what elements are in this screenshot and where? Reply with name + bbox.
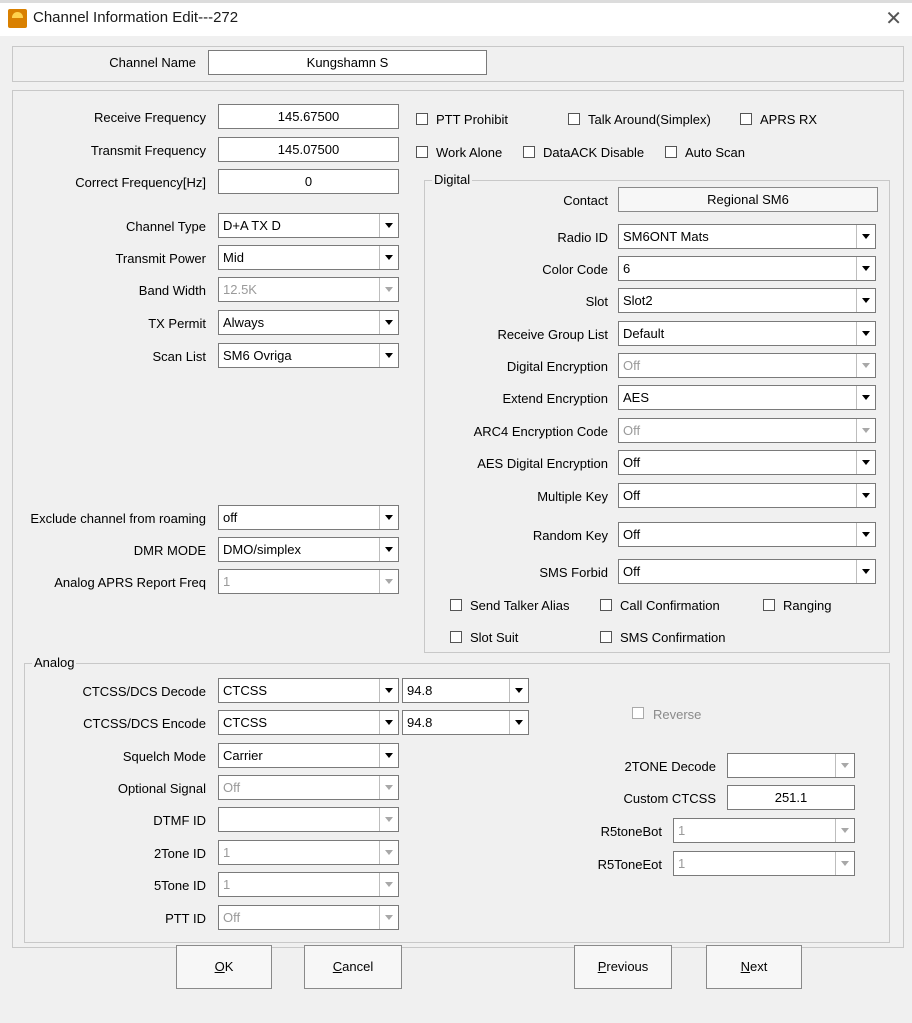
ctcss-encode-tone-value: 94.8 — [407, 715, 433, 730]
two-tone-decode-label: 2TONE Decode — [624, 759, 716, 774]
receive-group-list-select[interactable] — [618, 321, 876, 346]
channel-type-select[interactable] — [218, 213, 399, 238]
chevron-down-icon[interactable] — [509, 711, 528, 734]
scan-list-select[interactable] — [218, 343, 399, 368]
auto-scan-checkbox[interactable] — [665, 146, 677, 158]
aes-digital-label: AES Digital Encryption — [477, 456, 608, 471]
two-tone-id-label: 2Tone ID — [153, 846, 206, 861]
random-key-value: Off — [623, 527, 641, 542]
optional-signal-label: Optional Signal — [117, 781, 206, 796]
chevron-down-icon — [856, 354, 875, 377]
auto-scan-label: Auto Scan — [685, 145, 745, 160]
ok-button-mnemonic: O — [214, 959, 225, 974]
previous-button-mnemonic: P — [597, 959, 607, 974]
ptt-id-label: PTT ID — [165, 911, 206, 926]
channel-type-value: D+A TX D — [223, 218, 281, 233]
ptt-prohibit-label: PTT Prohibit — [436, 112, 509, 127]
ok-button-label: K — [224, 959, 234, 974]
chevron-down-icon — [379, 873, 398, 896]
five-tone-id-value: 1 — [223, 877, 231, 892]
slot-select[interactable] — [618, 288, 876, 313]
chevron-down-icon[interactable] — [379, 506, 398, 529]
extend-encryption-select[interactable] — [618, 385, 876, 410]
chevron-down-icon[interactable] — [379, 246, 398, 269]
reverse-label: Reverse — [653, 707, 702, 722]
two-tone-decode-select — [727, 753, 855, 778]
chevron-down-icon — [379, 278, 398, 301]
next-button-mnemonic: N — [740, 959, 751, 974]
transmit-power-select[interactable] — [218, 245, 399, 270]
chevron-down-icon[interactable] — [379, 538, 398, 561]
chevron-down-icon[interactable] — [379, 214, 398, 237]
cancel-button-mnemonic: C — [332, 959, 343, 974]
ctcss-decode-tone-value: 94.8 — [407, 683, 433, 698]
arc4-code-select — [618, 418, 876, 443]
ctcss-encode-tone-select[interactable] — [402, 710, 529, 735]
dmr-mode-value: DMO/simplex — [223, 542, 302, 557]
slot-label: Slot — [585, 294, 608, 309]
color-code-select[interactable] — [618, 256, 876, 281]
close-icon[interactable]: ✕ — [885, 8, 902, 30]
tx-permit-label: TX Permit — [148, 316, 206, 331]
ptt-id-value: Off — [223, 910, 241, 925]
tx-permit-value: Always — [223, 315, 265, 330]
five-tone-id-select — [218, 872, 399, 897]
chevron-down-icon[interactable] — [856, 523, 875, 546]
send-talker-alias-label: Send Talker Alias — [470, 598, 570, 613]
multiple-key-value: Off — [623, 488, 641, 503]
chevron-down-icon — [379, 841, 398, 864]
five-tone-id-label: 5Tone ID — [153, 878, 206, 893]
aprs-rx-label: APRS RX — [760, 112, 818, 127]
dmr-mode-select[interactable] — [218, 537, 399, 562]
random-key-label: Random Key — [532, 528, 608, 543]
analog-aprs-label: Analog APRS Report Freq — [54, 575, 206, 590]
chevron-down-icon[interactable] — [856, 560, 875, 583]
analog-aprs-value: 1 — [223, 574, 231, 589]
correct-frequency-label: Correct Frequency[Hz] — [75, 175, 206, 190]
color-code-label: Color Code — [542, 262, 608, 277]
squelch-mode-select[interactable] — [218, 743, 399, 768]
chevron-down-icon — [835, 819, 854, 842]
chevron-down-icon — [379, 776, 398, 799]
chevron-down-icon[interactable] — [379, 344, 398, 367]
squelch-mode-label: Squelch Mode — [122, 749, 206, 764]
chevron-down-icon — [856, 419, 875, 442]
chevron-down-icon[interactable] — [379, 311, 398, 334]
chevron-down-icon[interactable] — [856, 257, 875, 280]
aes-digital-select[interactable] — [618, 450, 876, 475]
ranging-checkbox[interactable] — [763, 599, 775, 611]
chevron-down-icon[interactable] — [856, 451, 875, 474]
r5-tone-eot-select — [673, 851, 855, 876]
tx-permit-select[interactable] — [218, 310, 399, 335]
two-tone-id-value: 1 — [223, 845, 231, 860]
squelch-mode-value: Carrier — [223, 748, 263, 763]
multiple-key-select[interactable] — [618, 483, 876, 508]
dataack-disable-label: DataACK Disable — [543, 145, 645, 160]
r5-tone-bot-select — [673, 818, 855, 843]
slot-suit-checkbox[interactable] — [450, 631, 462, 643]
arc4-code-label: ARC4 Encryption Code — [473, 424, 608, 439]
band-width-select — [218, 277, 399, 302]
work-alone-checkbox[interactable] — [416, 146, 428, 158]
analog-legend: Analog — [34, 655, 75, 670]
cancel-button[interactable] — [304, 945, 402, 989]
slot-suit-label: Slot Suit — [470, 630, 519, 645]
send-talker-alias-checkbox[interactable] — [450, 599, 462, 611]
next-button[interactable] — [706, 945, 802, 989]
correct-frequency-input[interactable]: 0 — [218, 169, 399, 194]
call-confirmation-label: Call Confirmation — [620, 598, 720, 613]
ranging-label: Ranging — [783, 598, 832, 613]
talk-around-label: Talk Around(Simplex) — [588, 112, 711, 127]
reverse-checkbox — [632, 707, 644, 719]
talk-around-checkbox[interactable] — [568, 113, 580, 125]
channel-name-label: Channel Name — [109, 55, 196, 70]
chevron-down-icon[interactable] — [856, 289, 875, 312]
digital-encryption-label: Digital Encryption — [506, 359, 608, 374]
ctcss-decode-label: CTCSS/DCS Decode — [82, 684, 206, 699]
window-title: Channel Information Edit---272 — [33, 9, 239, 26]
scan-list-value: SM6 Ovriga — [223, 348, 292, 363]
radio-id-label: Radio ID — [557, 230, 608, 245]
ctcss-encode-select[interactable] — [218, 710, 399, 735]
radio-id-select[interactable] — [618, 224, 876, 249]
radio-id-value: SM6ONT Mats — [623, 229, 709, 244]
transmit-frequency-input[interactable]: 145.07500 — [218, 137, 399, 162]
digital-legend: Digital — [434, 172, 471, 187]
chevron-down-icon — [379, 570, 398, 593]
chevron-down-icon[interactable] — [856, 322, 875, 345]
chevron-down-icon[interactable] — [509, 679, 528, 702]
arc4-code-value: Off — [623, 423, 641, 438]
call-confirmation-checkbox[interactable] — [600, 599, 612, 611]
dtmf-id-label: DTMF ID — [153, 813, 206, 828]
app-icon — [8, 9, 27, 28]
r5-tone-bot-label: R5toneBot — [600, 824, 662, 839]
random-key-select[interactable] — [618, 522, 876, 547]
sms-forbid-value: Off — [623, 564, 641, 579]
contact-label: Contact — [563, 193, 608, 208]
multiple-key-label: Multiple Key — [537, 489, 608, 504]
chevron-down-icon — [835, 852, 854, 875]
transmit-frequency-label: Transmit Frequency — [90, 143, 206, 158]
chevron-down-icon[interactable] — [379, 679, 398, 702]
receive-frequency-label: Receive Frequency — [94, 110, 206, 125]
exclude-roaming-value: off — [223, 510, 238, 525]
sms-forbid-label: SMS Forbid — [539, 565, 608, 580]
optional-signal-value: Off — [223, 780, 241, 795]
exclude-roaming-select[interactable] — [218, 505, 399, 530]
chevron-down-icon[interactable] — [856, 386, 875, 409]
r5-tone-bot-value: 1 — [678, 823, 686, 838]
optional-signal-select — [218, 775, 399, 800]
previous-button[interactable] — [574, 945, 672, 989]
exclude-roaming-label: Exclude channel from roaming — [30, 511, 206, 526]
scan-list-label: Scan List — [152, 349, 206, 364]
custom-ctcss-label: Custom CTCSS — [623, 791, 716, 806]
chevron-down-icon[interactable] — [379, 711, 398, 734]
aprs-rx-checkbox[interactable] — [740, 113, 752, 125]
ctcss-encode-value: CTCSS — [223, 715, 268, 730]
extend-encryption-value: AES — [623, 390, 650, 405]
dataack-disable-checkbox[interactable] — [523, 146, 535, 158]
ok-button[interactable] — [176, 945, 272, 989]
channel-name-input[interactable]: Kungshamn S — [208, 50, 487, 75]
digital-encryption-value: Off — [623, 358, 641, 373]
chevron-down-icon[interactable] — [856, 484, 875, 507]
band-width-value: 12.5K — [223, 282, 257, 297]
dmr-mode-label: DMR MODE — [133, 543, 206, 558]
receive-group-list-value: Default — [623, 326, 665, 341]
cancel-button-label: ancel — [342, 959, 374, 974]
ptt-id-select — [218, 905, 399, 930]
receive-frequency-input[interactable]: 145.67500 — [218, 104, 399, 129]
transmit-power-value: Mid — [223, 250, 244, 265]
extend-encryption-label: Extend Encryption — [502, 391, 608, 406]
previous-button-label: revious — [606, 959, 649, 974]
chevron-down-icon[interactable] — [379, 744, 398, 767]
channel-type-label: Channel Type — [126, 219, 206, 234]
ptt-prohibit-checkbox[interactable] — [416, 113, 428, 125]
ctcss-decode-value: CTCSS — [223, 683, 268, 698]
ctcss-decode-select[interactable] — [218, 678, 399, 703]
contact-button[interactable]: Regional SM6 — [618, 187, 878, 212]
band-width-label: Band Width — [138, 283, 206, 298]
aes-digital-value: Off — [623, 455, 641, 470]
dtmf-id-select — [218, 807, 399, 832]
chevron-down-icon — [379, 906, 398, 929]
two-tone-id-select — [218, 840, 399, 865]
r5-tone-eot-label: R5ToneEot — [597, 857, 662, 872]
chevron-down-icon — [835, 754, 854, 777]
ctcss-decode-tone-select[interactable] — [402, 678, 529, 703]
digital-encryption-select — [618, 353, 876, 378]
work-alone-label: Work Alone — [436, 145, 503, 160]
sms-confirmation-checkbox[interactable] — [600, 631, 612, 643]
transmit-power-label: Transmit Power — [115, 251, 206, 266]
color-code-value: 6 — [623, 261, 631, 276]
sms-forbid-select[interactable] — [618, 559, 876, 584]
custom-ctcss-input[interactable]: 251.1 — [727, 785, 855, 810]
receive-group-list-label: Receive Group List — [497, 327, 608, 342]
analog-aprs-select — [218, 569, 399, 594]
chevron-down-icon[interactable] — [856, 225, 875, 248]
chevron-down-icon — [379, 808, 398, 831]
ctcss-encode-label: CTCSS/DCS Encode — [83, 716, 206, 731]
background-window-strip — [0, 0, 912, 3]
next-button-label: ext — [750, 959, 768, 974]
slot-value: Slot2 — [623, 293, 653, 308]
sms-confirmation-label: SMS Confirmation — [620, 630, 726, 645]
r5-tone-eot-value: 1 — [678, 856, 686, 871]
